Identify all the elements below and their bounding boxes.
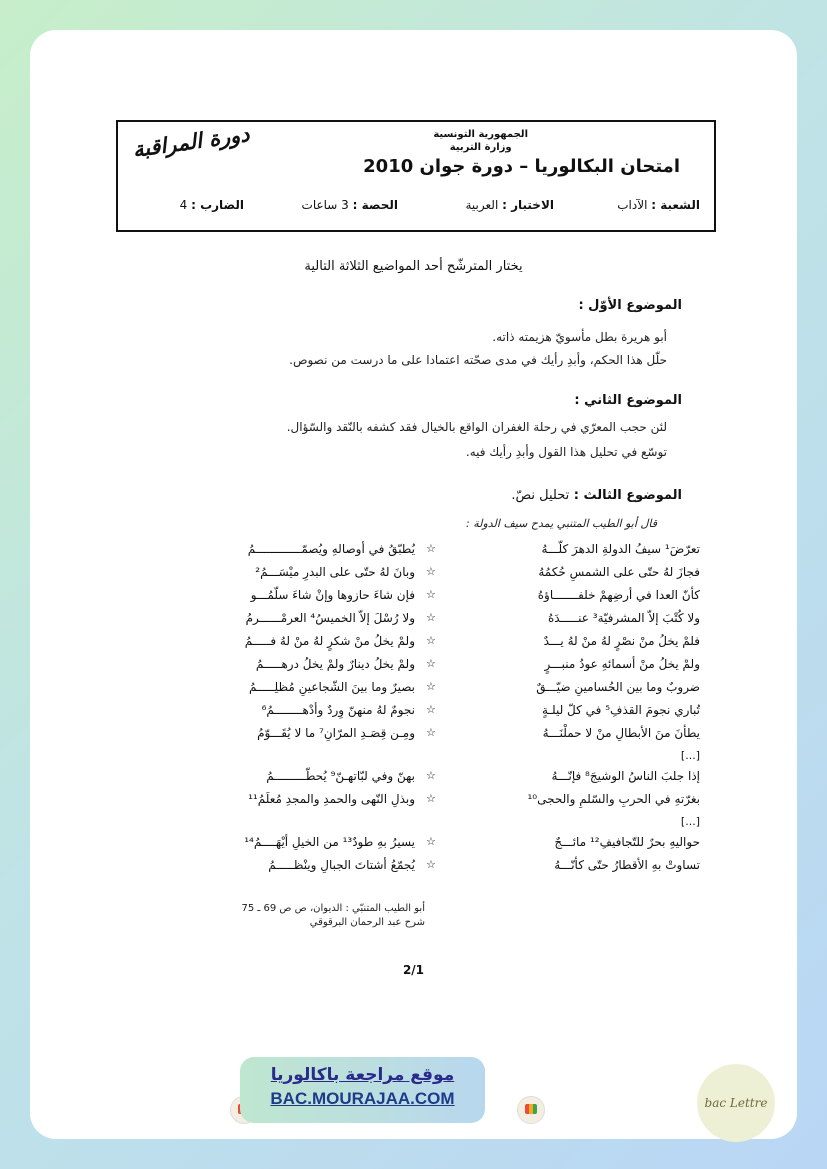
topic-2-line-1: لئن حجب المعرّي في رحلة الغفران الواقع بالخيال فقد كشفه بالنّقد والسّؤال. xyxy=(286,420,667,434)
verse-second-hemistich: ولمْ يخلُ دينارٌ ولمْ يخلُ درهـــــمُ xyxy=(255,657,415,671)
star-icon: ☆ xyxy=(426,657,436,670)
star-icon: ☆ xyxy=(426,565,436,578)
verse-second-hemistich: يُجمّعُ أشتاتَ الجبالِ وينْظـــــمُ xyxy=(268,858,415,872)
ellipsis-marker: [...] xyxy=(680,749,700,762)
topic-2-heading: الموضوع الثاني : xyxy=(574,393,682,408)
verse-second-hemistich: يُطبّقُ في أوصالهِ ويُصمّـــــــــــــمُ xyxy=(247,542,415,556)
verse-first-hemistich: فجازَ لهُ حتّى على الشمسِ حُكمُهُ xyxy=(538,565,700,579)
star-icon: ☆ xyxy=(426,542,436,555)
site-banner[interactable] xyxy=(240,1057,485,1123)
verse-first-hemistich: حواليهِ بحرٌ للتّجافيفِ¹² مائـــجٌ xyxy=(554,835,700,849)
exam-title: امتحان البكالوريا – دورة جوان 2010 xyxy=(363,156,680,177)
exam-header-box xyxy=(116,120,716,232)
site-url[interactable]: BAC.MOURAJAA.COM xyxy=(270,1089,455,1108)
bac-lettre-badge: bac Lettre xyxy=(697,1064,775,1142)
topic-3-heading: الموضوع الثالث : تحليل نصّ. xyxy=(511,488,682,503)
duration-field: الحصة : 3 ساعات xyxy=(301,198,398,212)
topic-1-line-2: حلّل هذا الحكم، وأبدِ رأيك في مدى صحّته اعتمادا على ما درست من نصوص. xyxy=(289,353,667,367)
verse-second-hemistich: ولمْ يخلُ منْ شكرٍ لهُ منْ لهُ فـــــمُ xyxy=(244,634,415,648)
verse-row xyxy=(190,858,700,881)
verse-second-hemistich: وبانَ لهُ حتّى على البدرِ ميْسَـــمُ² xyxy=(255,565,415,579)
topic-2-line-2: توسّع في تحليل هذا القول وأبدِ رأيك فيه. xyxy=(465,445,667,459)
star-icon: ☆ xyxy=(426,835,436,848)
verse-row xyxy=(190,542,700,565)
verse-first-hemistich: ولا كُتْبَ إلاّ المشرفيّة³ عنـــــدَهُ xyxy=(548,611,700,625)
verse-row xyxy=(190,835,700,858)
star-icon: ☆ xyxy=(426,680,436,693)
poem-source xyxy=(241,902,425,930)
topic-1-heading: الموضوع الأوّل : xyxy=(578,298,682,313)
verse-first-hemistich: فلمْ يخلُ منْ نصْرٍ لهُ منْ لهُ يـــدٌ xyxy=(543,634,700,648)
verse-first-hemistich: تساوتْ بهِ الأقطارُ حتّى كأنّـــهُ xyxy=(554,858,700,872)
verse-first-hemistich: تعرّضَ¹ سيفُ الدولةِ الدهرَ كلّـــهُ xyxy=(541,542,700,556)
star-icon: ☆ xyxy=(426,611,436,624)
verse-second-hemistich: فإن شاءَ حازوها وإنْ شاءَ سلّمُـــو xyxy=(250,588,415,602)
republic-label: الجمهورية التونسية xyxy=(433,129,528,140)
section-field: الشعبة : الآداب xyxy=(617,198,700,212)
verse-second-hemistich: بصيرٌ وما بينَ الشّجاعينِ مُظلِـــــمُ xyxy=(248,680,415,694)
verse-row xyxy=(190,703,700,726)
verse-first-hemistich: ولمْ يخلُ منْ أسمائهِ عودُ منبـــرٍ xyxy=(544,657,700,671)
verse-first-hemistich: يطأنَ منَ الأبطالِ منْ لا حملْنَـــهُ xyxy=(542,726,700,740)
star-icon: ☆ xyxy=(426,858,436,871)
verse-first-hemistich: بغرّتهِ في الحربِ والسّلمِ والحجى¹⁰ xyxy=(527,792,700,806)
instruction: يختار المترشّح أحد المواضيع الثلاثة التالية xyxy=(304,259,523,274)
verse-row xyxy=(190,769,700,792)
verse-row xyxy=(190,792,700,815)
session-stamp: دورة المراقبة xyxy=(131,121,251,163)
page-number: 2/1 xyxy=(402,963,425,977)
poem-intro: قال أبو الطيب المتنبي يمدح سيف الدولة : xyxy=(466,517,657,530)
verse-second-hemistich: يسيرُ بهِ طودٌ¹³ من الخيلِ أيْهَــــمُ¹⁴ xyxy=(244,835,415,849)
issuer-block xyxy=(433,128,528,154)
exam-meta-row xyxy=(118,198,714,218)
verse-first-hemistich: ضروبٌ وما بين الحُسامينِ ضيّـــقٌ xyxy=(536,680,700,694)
verse-second-hemistich: ومِـن قِصَـدِ المرّانِ⁷ ما لا يُقَـــوّمُ xyxy=(257,726,415,740)
verse-first-hemistich: تُباري نجومَ القذفِ⁵ في كلّ ليلـةٍ xyxy=(542,703,700,717)
subject-field: الاختبار : العربية xyxy=(465,198,554,212)
source-line-2: شرح عبد الرحمان البرقوقي xyxy=(309,917,425,928)
exam-sheet xyxy=(30,30,797,1139)
verse-row xyxy=(190,680,700,703)
verse-row xyxy=(190,726,700,749)
star-icon: ☆ xyxy=(426,769,436,782)
ellipsis-marker: [...] xyxy=(680,815,700,828)
star-icon: ☆ xyxy=(426,588,436,601)
star-icon: ☆ xyxy=(426,703,436,716)
topic-1-line-1: أبو هريرة بطل مأسويّ هزيمته ذاته. xyxy=(492,330,667,344)
verse-first-hemistich: كأنّ العدا في أرضِهمْ خلفـــــــاؤهُ xyxy=(537,588,700,602)
poem xyxy=(190,542,700,881)
site-logo-icon xyxy=(517,1096,545,1124)
verse-row xyxy=(190,657,700,680)
verse-row xyxy=(190,611,700,634)
star-icon: ☆ xyxy=(426,792,436,805)
verse-second-hemistich: نجومٌ لهُ منهنّ وِردٌ وأدْهــــــــمُ⁶ xyxy=(261,703,415,717)
verse-second-hemistich: بهنّ وفي لبّاتهـنّ⁹ يُحطّـــــــــمُ xyxy=(266,769,415,783)
verse-row xyxy=(190,634,700,657)
verse-first-hemistich: إذا جلبَ الناسُ الوشيجَ⁸ فإنّـــهُ xyxy=(551,769,700,783)
ministry-label: وزارة التربية xyxy=(449,142,512,153)
coefficient-field: الضارب : 4 xyxy=(179,198,244,212)
star-icon: ☆ xyxy=(426,634,436,647)
verse-second-hemistich: ولا رُسْلَ إلاّ الخميسُ⁴ العرمْــــــرمُ xyxy=(245,611,415,625)
verse-row xyxy=(190,588,700,611)
site-name-arabic[interactable]: موقع مراجعة باكالوريا xyxy=(270,1065,455,1085)
star-icon: ☆ xyxy=(426,726,436,739)
verse-second-hemistich: وبذلِ النّهى والحمدِ والمجدِ مُعلَمُ¹¹ xyxy=(248,792,415,806)
source-line-1: أبو الطيب المتنبّي : الديوان، ص ص 69 ـ 75 xyxy=(241,903,425,914)
verse-row xyxy=(190,565,700,588)
